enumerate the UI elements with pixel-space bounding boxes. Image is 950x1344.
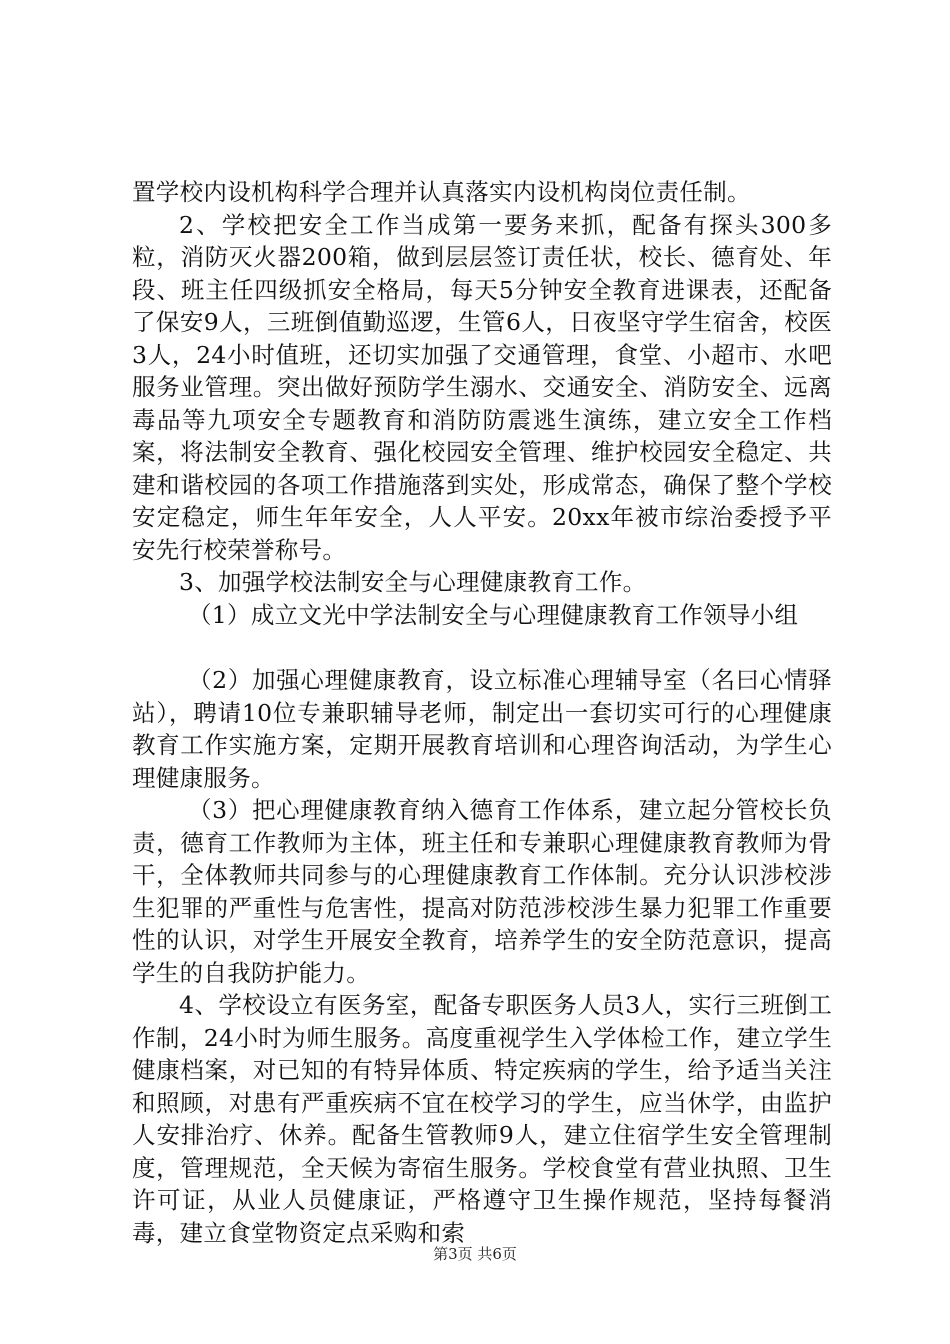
document-body [132,176,832,1249]
paragraph-leadership-group: （1）成立文光中学法制安全与心理健康教育工作领导小组 [188,600,799,629]
paragraph-legal-psych-heading: 3、加强学校法制安全与心理健康教育工作。 [179,568,647,596]
paragraph-continuation: 置学校内设机构科学合理并认真落实内设机构岗位责任制。 [132,178,751,206]
paragraph-medical-room: 4、学校设立有医务室，配备专职医务人员3人，实行三班倒工作制，24小时为师生服务。高度重视学生入学体检工作，建立学生健康档案，对已知的有特异体质、特定疾病的学生，给予适当关注和照顾，对患有严重疾病不宜在校学习的学生，应当休学，由监护人安排治疗、休养。配备生管教师9人，建立住宿学生安全管理制度，管理规范，全天候为寄宿生服务。学校食堂有营业执照、卫生许可证，从业人员健康证，严格遵守卫生操作规范，坚持每餐消毒，建立食堂物资定点采购和索 [132,991,832,1247]
paragraph-moral-education: （3）把心理健康教育纳入德育工作体系，建立起分管校长负责，德育工作教师为主体，班主任和专兼职心理健康教育教师为骨干，全体教师共同参与的心理健康教育工作体制。充分认识涉校涉生犯罪的严重性与危害性，提高对防范涉校涉生暴力犯罪工作重要性的认识，对学生开展安全教育，培养学生的安全防范意识，提高学生的自我防护能力。 [132,796,832,987]
page-footer: 第3页 共6页 [433,1245,517,1263]
paragraph-psych-health: （2）加强心理健康教育，设立标准心理辅导室（名曰心情驿站），聘请10位专兼职辅导老师，制定出一套切实可行的心理健康教育工作实施方案，定期开展教育培训和心理咨询活动，为学生心理健康服务。 [132,666,832,792]
paragraph-safety-work: 2、学校把安全工作当成第一要务来抓，配备有探头300多粒，消防灭火器200箱，做到层层签订责任状，校长、德育处、年段、班主任四级抓安全格局，每天5分钟安全教育进课表，还配备了保安9人，三班倒值勤巡逻，生管6人，日夜坚守学生宿舍，校医3人，24小时值班，还切实加强了交通管理，食堂、小超市、水吧服务业管理。突出做好预防学生溺水、交通安全、消防安全、远离毒品等九项安全专题教育和消防防震逃生演练，建立安全工作档案，将法制安全教育、强化校园安全管理、维护校园安全稳定、共建和谐校园的各项工作措施落到实处，形成常态，确保了整个学校安定稳定，师生年年安全，人人平安。20xx年被市综治委授予平安先行校荣誉称号。 [132,210,832,564]
